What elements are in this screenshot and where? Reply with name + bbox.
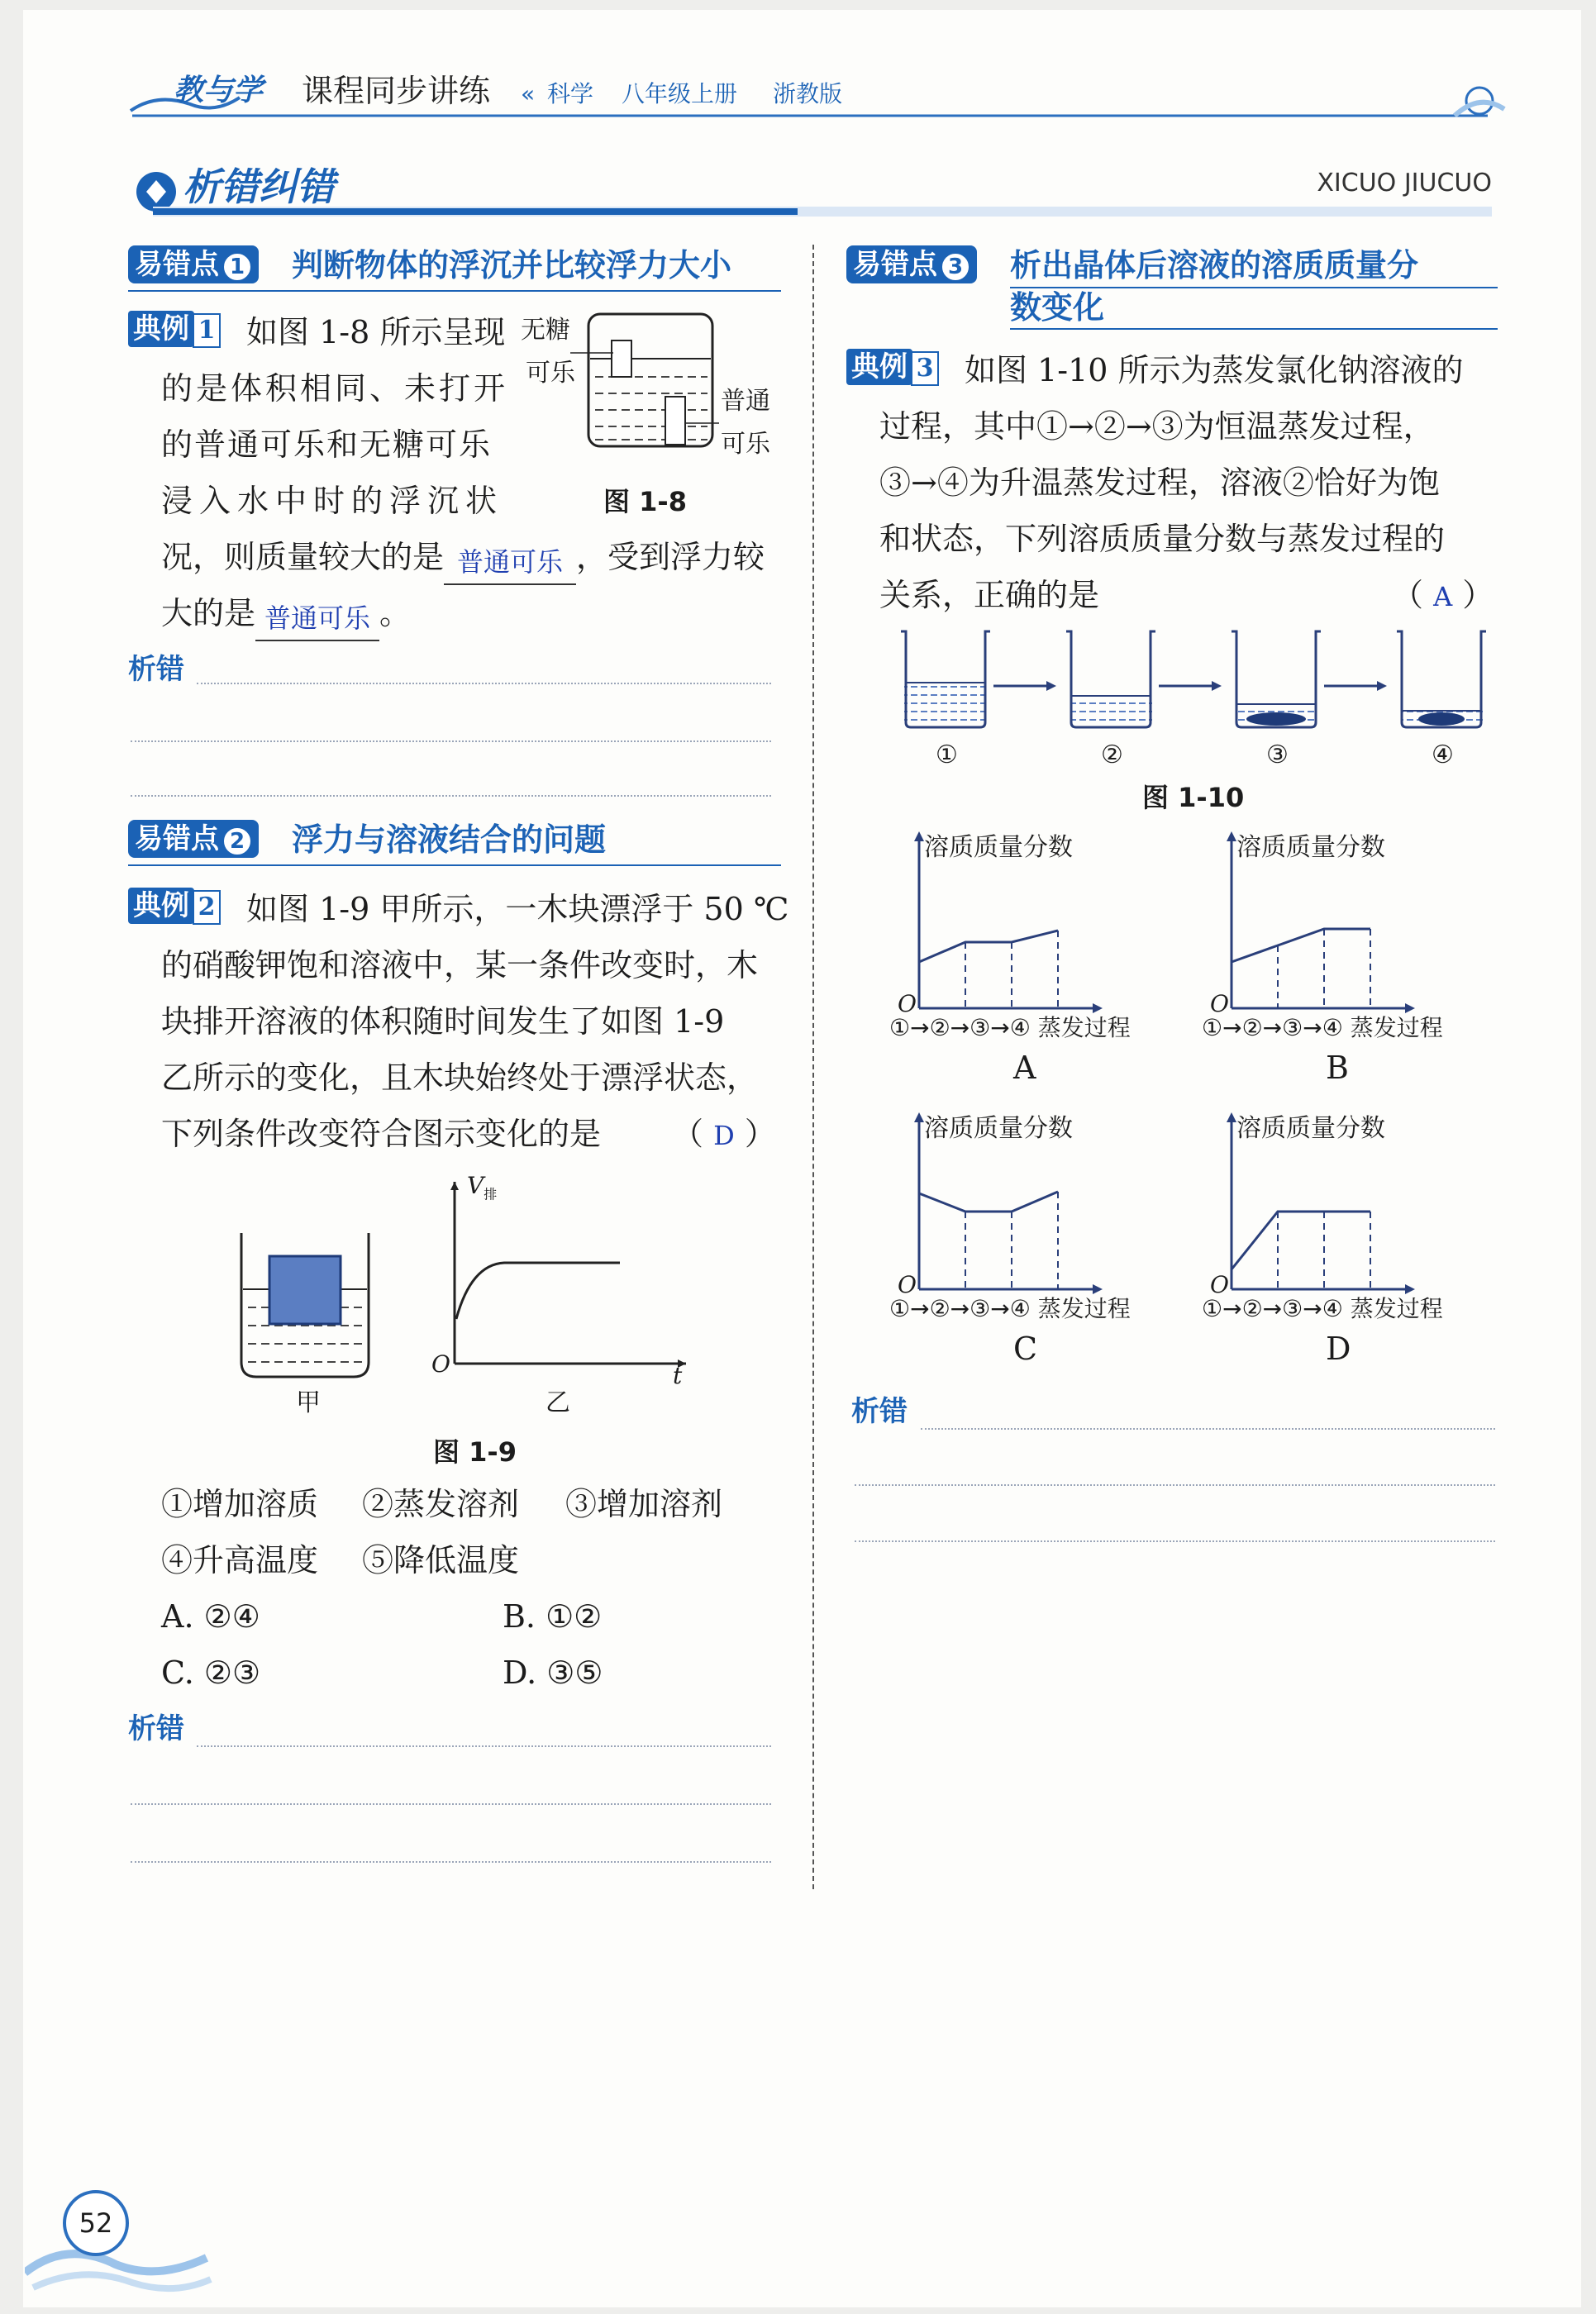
brand-logo: 教与学: [174, 74, 264, 107]
option-c[interactable]: C. ②③: [161, 1655, 261, 1691]
example2-answer[interactable]: （ D ）: [672, 1116, 776, 1152]
point2-title: 浮力与溶液结合的问题: [292, 821, 607, 858]
axis-v-label: $V_排$: [467, 1172, 498, 1202]
point1-tag: 易错点 1: [128, 245, 259, 283]
option-d[interactable]: D. ③⑤: [503, 1655, 603, 1691]
header: [124, 68, 1513, 121]
example1-line2: 的是体积相同、未打开: [161, 370, 509, 407]
label-regular-cola-2: 可乐: [721, 430, 770, 459]
analysis2-label: 析错: [128, 1712, 184, 1745]
page-number: 52: [79, 2207, 113, 2239]
figure-yi-label: 乙: [545, 1388, 570, 1417]
point3-title-line2: 数变化: [1010, 287, 1498, 330]
figure-jia-label: 甲: [296, 1388, 321, 1417]
figure-1-9-caption: 图 1-9: [433, 1436, 517, 1468]
point1-num: 1: [222, 252, 252, 282]
chart-a-origin: O: [898, 990, 917, 1017]
chart-b-letter: B: [1326, 1050, 1349, 1086]
chart-c-line: [919, 1192, 1058, 1212]
condition-1: ①增加溶质: [161, 1486, 319, 1522]
example1-line3: 的普通可乐和无糖可乐: [161, 426, 493, 463]
evaporation-beakers: [901, 625, 1504, 740]
point1-title: 判断物体的浮沉并比较浮力大小: [292, 247, 732, 283]
series-title: 课程同步讲练: [302, 73, 491, 109]
axis-origin-label: O: [431, 1350, 450, 1378]
example3-answer[interactable]: （ A ）: [1392, 577, 1494, 613]
point3-heading: [846, 244, 1499, 331]
analysis3-line2[interactable]: [855, 1484, 1495, 1486]
axis-t-label: t: [673, 1362, 683, 1389]
chart-option-d[interactable]: [1202, 1107, 1499, 1380]
chart-d-ylabel: 溶质质量分数: [1236, 1114, 1385, 1143]
condition-3: ③增加溶剂: [565, 1486, 723, 1522]
chart-b-ylabel: 溶质质量分数: [1236, 833, 1385, 862]
chart-b-line: [1232, 929, 1370, 962]
section-pinyin: XICUO JIUCUO: [1317, 169, 1492, 198]
edition-label: 浙教版: [773, 80, 843, 107]
example2-line3: 块排开溶液的体积随时间发生了如图 1-9: [161, 1003, 725, 1040]
analysis3-line1[interactable]: [921, 1428, 1495, 1430]
analysis1-label: 析错: [128, 653, 184, 686]
point2-heading: [128, 818, 781, 866]
example1-line4: 浸入水中时的浮沉状: [161, 483, 504, 519]
label-diet-cola: 无糖: [521, 316, 570, 345]
label-diet-cola-2: 可乐: [526, 359, 575, 388]
figure-1-10: [901, 625, 1504, 813]
page-footer: [25, 2182, 215, 2297]
beaker-label-3: ③: [1266, 740, 1289, 769]
analysis3-label: 析错: [851, 1395, 908, 1428]
grade-label: 八年级上册: [622, 80, 738, 107]
beaker-label-4: ④: [1432, 740, 1454, 769]
figure-1-10-caption: 图 1-10: [1142, 782, 1245, 813]
example1-line6: 大的是 普通可乐 。: [161, 585, 411, 641]
chart-c-xlabel: ①→②→③→④ 蒸发过程: [889, 1295, 1131, 1322]
chart-d-letter: D: [1326, 1331, 1351, 1367]
chart-c-letter: C: [1013, 1331, 1038, 1367]
chart-c-origin: O: [898, 1271, 917, 1298]
analysis3-line3[interactable]: [855, 1540, 1495, 1542]
chevron-icon: «: [521, 80, 536, 107]
example3-line1: 如图 1-10 所示为蒸发氯化钠溶液的: [965, 352, 1464, 388]
example3-line3: ③→④为升温蒸发过程，溶液②恰好为饱: [879, 464, 1440, 501]
chart-d-xlabel: ①→②→③→④ 蒸发过程: [1202, 1295, 1443, 1322]
example2-line5: 下列条件改变符合图示变化的是: [161, 1116, 602, 1152]
point3-tag: 易错点 3: [846, 245, 977, 283]
analysis1-line3[interactable]: [131, 795, 771, 797]
subject-label: 科学: [547, 80, 594, 107]
answer1-blank[interactable]: 普通可乐: [444, 540, 576, 585]
example2-label: 典例 2: [128, 888, 221, 925]
example1-line5: 况，则质量较大的是 普通可乐 ，受到浮力较: [161, 529, 765, 585]
point2-tag: 易错点 2: [128, 820, 259, 858]
analysis1-line2[interactable]: [131, 740, 771, 742]
condition-2: ②蒸发溶剂: [362, 1486, 520, 1522]
example2-line1: 如图 1-9 甲所示，一木块漂浮于 50 ℃: [246, 891, 789, 927]
condition-4: ④升高温度: [161, 1542, 319, 1578]
beaker-label-1: ①: [936, 740, 958, 769]
chart-option-b[interactable]: [1202, 826, 1499, 1099]
chart-a-xlabel: ①→②→③→④ 蒸发过程: [889, 1014, 1131, 1041]
point3-title-line1: 析出晶体后溶液的溶质质量分: [1010, 244, 1498, 288]
condition-5: ⑤降低温度: [362, 1542, 520, 1578]
figure-1-8: [521, 307, 785, 522]
example1-label: 典例 1: [128, 311, 221, 348]
example1-line1: 如图 1-8 所示呈现: [246, 314, 506, 350]
beaker-label-2: ②: [1101, 740, 1123, 769]
chart-a-line: [919, 931, 1058, 962]
option-b[interactable]: B. ①②: [503, 1598, 603, 1635]
analysis2-line2[interactable]: [131, 1803, 771, 1805]
section-title: 析错纠错: [183, 164, 335, 209]
figure-1-8-caption: 图 1-8: [603, 486, 687, 517]
example2-line2: 的硝酸钾饱和溶液中，某一条件改变时，木: [161, 947, 759, 983]
option-a[interactable]: A. ②④: [161, 1598, 260, 1635]
analysis2-line3[interactable]: [131, 1861, 771, 1863]
label-regular-cola: 普通: [721, 387, 770, 416]
analysis1-line1[interactable]: [197, 683, 771, 684]
chart-b-origin: O: [1210, 990, 1229, 1017]
example3-label: 典例 3: [846, 349, 939, 386]
point2-num: 2: [222, 826, 252, 856]
chart-b-xlabel: ①→②→③→④ 蒸发过程: [1202, 1014, 1443, 1041]
example3-line2: 过程，其中①→②→③为恒温蒸发过程，: [879, 408, 1435, 445]
chart-d-origin: O: [1210, 1271, 1229, 1298]
analysis2-line1[interactable]: [197, 1745, 771, 1747]
section-banner: [128, 162, 1500, 220]
example3-line4: 和状态，下列溶质质量分数与蒸发过程的: [879, 521, 1446, 557]
chart-c-ylabel: 溶质质量分数: [924, 1114, 1073, 1143]
example3-line5: 关系，正确的是: [879, 577, 1100, 613]
chart-a-letter: A: [1013, 1050, 1036, 1086]
example2-line4: 乙所示的变化，且木块始终处于漂浮状态，: [161, 1059, 759, 1096]
column-divider: [812, 245, 814, 1889]
chart-option-c[interactable]: [889, 1107, 1187, 1380]
point1-heading: [128, 244, 781, 292]
chart-option-a[interactable]: [889, 826, 1187, 1099]
point3-num: 3: [941, 252, 970, 282]
answer2-blank[interactable]: 普通可乐: [255, 597, 379, 641]
chart-d-line: [1232, 1212, 1370, 1269]
figure-1-9: [223, 1165, 719, 1479]
v-displaced-curve: [456, 1263, 620, 1319]
chart-a-ylabel: 溶质质量分数: [924, 833, 1073, 862]
